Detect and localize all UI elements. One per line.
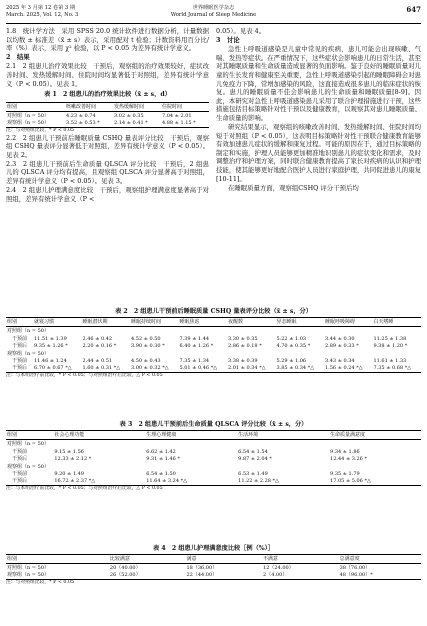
- results-2-2-paragraph: 2.2 2 组患儿干预前后睡眠质量 CSHQ 量表评分比较 干预后，观察组 CSHQ 量表评分显著低于对照组，差异有统计学意义（P < 0.05）。见表 2。: [6, 133, 209, 159]
- table4: [6, 554, 421, 580]
- results-2-4-paragraph: 2.4 2 组患儿护理满意度比较 干预后，观察组护理满意度显著高于对照组，差异有统计学意义（P <: [6, 186, 209, 203]
- table-cell: 4.70 ± 0.35 *: [276, 342, 311, 349]
- table-row: [6, 119, 209, 127]
- table-cell: 5.22 ± 1.03: [276, 335, 307, 342]
- table-cell: 干预前: [12, 335, 28, 342]
- table-cell: 17.05 ± 5.06 *△: [329, 478, 421, 486]
- table-cell: 对照组（n = 50）: [7, 112, 49, 119]
- table-row: [6, 448, 421, 455]
- table-cell: 4.88 ± 1.15 *: [161, 119, 209, 127]
- table2-title: 表 2 2 组患儿干预前后睡眠质量 CSHQ 量表评分比较（x̄ ± s，分）: [115, 308, 312, 315]
- table-cell: 20（40.00）: [109, 564, 141, 571]
- table-cell: 3.52 ± 0.53 *: [65, 119, 113, 127]
- table-cell: 2.44 ± 0.51: [82, 357, 113, 364]
- table-header-row: [6, 431, 421, 440]
- table-cell: 9.35 ± 1.79: [330, 470, 360, 477]
- table-row: [6, 470, 421, 477]
- table-cell: 11.61 ± 1.33: [373, 357, 407, 364]
- table-cell: 6.54 ± 1.54: [238, 448, 268, 455]
- table-cell: 11.51 ± 1.39: [33, 335, 67, 342]
- right-column: [216, 27, 421, 193]
- table-header: 生理心理健康: [145, 431, 237, 440]
- table-cell: 6.54 ± 1.50: [146, 470, 176, 477]
- table-header-row: [6, 102, 209, 111]
- table-header: 不满意: [262, 555, 339, 564]
- table-cell: 2.46 ± 0.42: [82, 335, 113, 342]
- table-cell: 11.25 ± 1.38: [373, 335, 407, 342]
- table-cell: 观察组（n = 50）: [6, 572, 109, 580]
- results-2-3-paragraph: 2.3 2 组患儿干预前后生命质量 QLSCA 评分比较 干预后，2 组患儿的 QLSCA 评分均有提高，且观察组 QLSCA 评分显著高于对照组，差异有统计学意义（P < 0.05）。见表 3。: [6, 159, 209, 185]
- table3-block: [6, 416, 421, 492]
- journal-title-en: World Journal of Sleep Medicine: [170, 11, 257, 18]
- table-cell: 5.29 ± 1.06: [276, 357, 307, 364]
- table-cell: 9.38 ± 1.20 *: [373, 342, 408, 349]
- group-label: 对照组（n = 50）: [7, 441, 49, 448]
- table-cell: 3.44 ± 0.30: [324, 335, 355, 342]
- continuation-text: 0.05）。见表 4。: [216, 27, 266, 35]
- table1: [6, 102, 209, 128]
- table-row: [6, 335, 421, 342]
- table-header: 比较满意: [109, 555, 186, 564]
- table-header: 异态睡眠: [275, 318, 324, 327]
- table3-note: 注：与本组治疗前比较，* P < 0.05；与对照组治疗后比较，△ P < 0.05: [6, 485, 163, 491]
- table-header: 社会心理功能: [53, 431, 145, 440]
- table-cell: 2.14 ± 0.41 *: [113, 119, 161, 127]
- table-cell: 6.70 ± 0.67 *△: [33, 365, 82, 373]
- table-cell: 3.02 ± 0.35: [114, 112, 144, 119]
- group-row: [6, 350, 421, 358]
- group-label: 观察组（n = 50）: [7, 350, 49, 357]
- table-cell: 6.62 ± 1.42: [146, 448, 176, 455]
- table-header: 睡眠潜伏期: [81, 318, 130, 327]
- table-header: 咳嗽改善时间: [65, 102, 113, 111]
- table-cell: 7.35 ± 0.68 *△: [372, 365, 421, 373]
- table-header: 白天嗜睡: [372, 318, 421, 327]
- group-label: 对照组（n = 50）: [7, 328, 49, 335]
- table-cell: 2.20 ± 0.16 *: [82, 342, 117, 349]
- table2: [6, 317, 421, 373]
- table-row: [6, 455, 421, 462]
- table-row: [6, 478, 421, 486]
- left-column: [6, 27, 209, 204]
- table-cell: 4.52 ± 0.50: [130, 335, 161, 342]
- table-header: 睡眠焦虑: [178, 318, 227, 327]
- table-cell: 11.22 ± 2.28 *△: [237, 478, 329, 486]
- table-header-row: [6, 318, 421, 327]
- table4-title: 表 4 2 组患儿护理满意度比较［例（%）］: [153, 545, 274, 552]
- table-header: 生命质量满意度: [329, 431, 421, 440]
- table-cell: 1.60 ± 0.31 *△: [81, 365, 130, 373]
- section-discussion-heading: 3 讨论: [216, 36, 240, 45]
- issue-en: March. 2025, Vol. 12, No. 3: [6, 11, 79, 18]
- table-header: 就寝习惯: [33, 318, 82, 327]
- table2-block: [6, 303, 421, 379]
- table-cell: 6.40 ± 1.26 *: [179, 342, 214, 349]
- table-row: [6, 357, 421, 364]
- table-cell: 对照组（n = 50）: [7, 564, 49, 571]
- table-cell: 11.46 ± 1.24: [33, 357, 67, 364]
- table-cell: 2.86 ± 0.18 *: [227, 342, 262, 349]
- table-header: 睡眠持续时间: [130, 318, 179, 327]
- table4-note: 注：与对照组比较，* P < 0.05: [6, 579, 75, 585]
- table-row: [6, 365, 421, 373]
- table-cell: 1.56 ± 0.24 *△: [324, 365, 373, 373]
- table-header: 生活环境: [237, 431, 329, 440]
- table-cell: 9.15 ± 1.56: [54, 448, 84, 455]
- table-cell: 9.31 ± 1.46 *: [146, 455, 180, 462]
- table-cell: 5.01 ± 0.46 *△: [178, 365, 227, 373]
- table2-note: 注：与本组治疗前比较，* P < 0.05；与对照组治疗后比较，△ P < 0.05: [6, 372, 163, 378]
- table-cell: 3.43 ± 0.34: [324, 357, 355, 364]
- table-cell: 12（24.00）: [263, 564, 294, 571]
- table3-title: 表 3 2 组患儿干预前后生命质量 QLSCA 评分比较（x̄ ± s，分）: [119, 421, 308, 428]
- section-results-heading: 2 结果: [6, 53, 30, 62]
- table-cell: 3.00 ± 0.32 *△: [130, 365, 179, 373]
- table-cell: 7.39 ± 1.44: [179, 335, 210, 342]
- issue-cn: 2025 年 3 月第 12 卷第 3 期: [6, 5, 76, 11]
- table-header: 组别: [6, 555, 109, 564]
- table-cell: 7.04 ± 2.01: [161, 112, 192, 119]
- table1-note: 注：与对照组比较，* P < 0.05: [6, 127, 75, 133]
- table-row: [6, 112, 209, 120]
- group-row: [6, 463, 421, 471]
- table-cell: 48（96.00）*: [339, 572, 421, 580]
- group-row: [6, 327, 421, 335]
- table-header: 发热缓解时间: [113, 102, 161, 111]
- table-cell: 3.90 ± 0.30 *: [130, 342, 165, 349]
- results-2-1-paragraph: 2.1 2 组患儿治疗效果比较 干预后，观察组的治疗效果较好，症状改善时间、发热缓解时间、住院时间均显著低于对照组，差异有统计学意义（P < 0.05）。见表 1。: [6, 62, 209, 88]
- table-header: 满意: [185, 555, 262, 564]
- table-cell: 3.85 ± 0.34 *△: [275, 365, 324, 373]
- table-cell: 2.01 ± 0.34 *△: [227, 365, 276, 373]
- table-cell: 9.87 ± 2.04 *: [238, 455, 272, 462]
- table3: [6, 430, 421, 486]
- table-cell: 6.53 ± 1.49: [238, 470, 268, 477]
- table-cell: 12.33 ± 2.12 *: [54, 455, 92, 462]
- table-cell: 12.44 ± 3.26 *: [330, 455, 367, 462]
- table-cell: 9.35 ± 1.26 *: [33, 342, 68, 349]
- discussion-paragraph-2: 研究结果显示，观察组的咳嗽改善时间、发热缓解时间、住院时间均短于对照组（P < 0.05），这表明目标策略针对性干预联合健康教育能够有效加速患儿症状的缓解和康复过程。可能的原因在于，通过目标策略的制定和实施，护理人员能够更加精准地识别患儿的症状变化和需求，及时调整治疗和护理方案，同时联合健康教育提高了家长对疾病的认识和护理技能，使其能够更好地配合医护人员进行家庭护理，共同促进患儿的康复[10-11]。: [216, 123, 421, 183]
- table-cell: 22（44.00）: [185, 572, 262, 580]
- table-cell: 观察组（n = 50）: [6, 119, 65, 127]
- table-cell: 干预前: [12, 448, 28, 455]
- table4-block: [6, 540, 421, 586]
- table-cell: 4.50 ± 0.43: [130, 357, 161, 364]
- table-cell: 干预后: [6, 478, 53, 486]
- table-cell: 2.89 ± 0.33 *: [324, 342, 359, 349]
- journal-title: [6, 5, 421, 18]
- group-row: [6, 440, 421, 448]
- table-cell: 4.23 ± 0.74: [66, 112, 96, 119]
- table-cell: 38（76.00）: [339, 564, 371, 571]
- table-header: 组别: [6, 102, 65, 111]
- table-cell: 9.20 ± 1.49: [54, 470, 84, 477]
- journal-title-cn: 世界睡眠医学杂志: [192, 5, 235, 11]
- table-row: [6, 342, 421, 349]
- table-cell: 18（36.00）: [186, 564, 218, 571]
- table-header: 夜醒数: [227, 318, 276, 327]
- group-label: 观察组（n = 50）: [7, 463, 49, 470]
- page-number: 647: [406, 5, 421, 14]
- table-cell: 干预后: [12, 455, 28, 462]
- table-cell: 16.72 ± 2.37 *△: [53, 478, 145, 486]
- table-header-row: [6, 555, 421, 564]
- table-header: 睡眠呼吸障碍: [324, 318, 373, 327]
- table-row: [6, 564, 421, 572]
- table-row: [6, 572, 421, 580]
- table-cell: 2（4.00）: [262, 572, 339, 580]
- table-cell: 3.38 ± 0.39: [227, 357, 258, 364]
- table-cell: 干预前: [12, 357, 28, 364]
- table1-title: 表 1 2 组患儿的治疗效果比较（x̄ ± s，d）: [44, 91, 171, 99]
- table-header: 总满意度: [339, 555, 421, 564]
- table-cell: 9.34 ± 1.86: [330, 448, 360, 455]
- table-header: 住院时间: [161, 102, 209, 111]
- table-cell: 7.35 ± 1.34: [179, 357, 210, 364]
- discussion-paragraph-1: 急性上呼吸道感染是儿童中常见的疾病，患儿可能会出现咳嗽、气喘、发热等症状。在严重情况下，这些症状会影响患儿的日常生活，甚至对其睡眠质量和生命质量造成显著的负面影响。鉴于良好的睡眠质量对儿童的生长发育和健康至关重要，急性上呼吸道感染引起的睡眠障碍会对患儿免疫力下降，常增加感染的风险，这直接造成很多患儿的临床症状的恢复。患儿的睡眠质量不佳会影响患儿的生命质量和睡眠质量[8-9]。因此，本研究对急性上呼吸道感染患儿采用了联合护理措施进行干预，这些措施包括目标策略针对性干预以及健康教育，以观察其对患儿睡眠质量、生命质量的影响。: [216, 45, 421, 122]
- running-header: [6, 3, 421, 24]
- stats-method-paragraph: 1.8 统计学方法 采用 SPSS 20.0 统计软件进行数据分析，计量数据以均数 ± 标准差（x̄ ± s）表示，采用配对 t 检验；计数资料用百分比/率（%）表示，采用 χ² 检验，以 P < 0.05 为差异有统计学意义。: [6, 27, 209, 53]
- table-cell: 26（52.00）: [109, 572, 186, 580]
- discussion-paragraph-3: 在睡眠质量方面，观察组CSHQ 评分干预后均: [228, 183, 359, 192]
- table-cell: 干预前: [12, 470, 28, 477]
- table-header: 组别: [6, 431, 53, 440]
- table-cell: 干预后: [6, 365, 33, 373]
- table-header: 组别: [6, 318, 33, 327]
- table-cell: 11.64 ± 3.24 *△: [145, 478, 237, 486]
- table-cell: 3.30 ± 0.35: [227, 335, 258, 342]
- table-cell: 干预后: [12, 342, 28, 349]
